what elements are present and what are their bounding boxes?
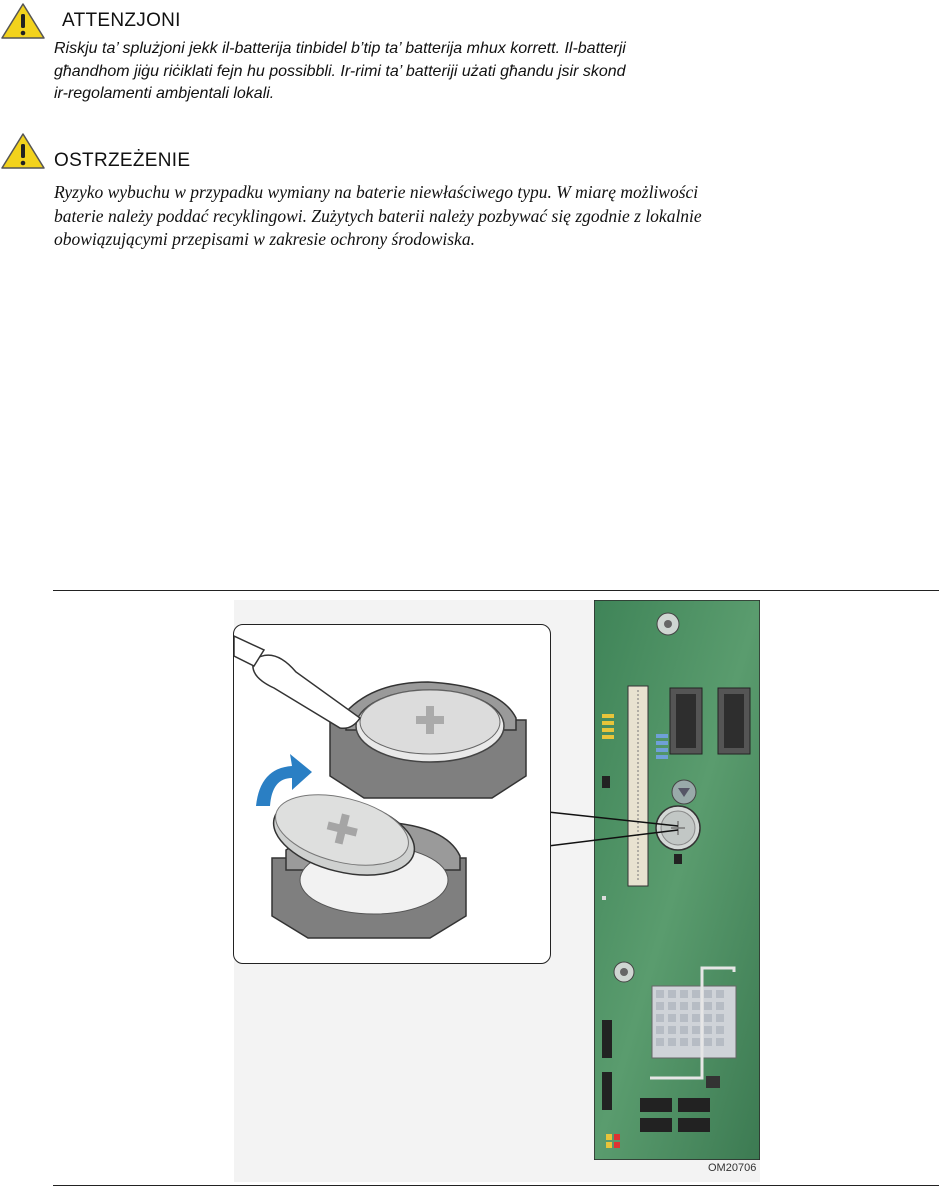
warning-text-polish	[54, 181, 914, 252]
warning-line: Ryzyko wybuchu w przypadku wymiany na baterie niewłaściwego typu. W miarę możliwości	[54, 182, 699, 202]
motherboard-illustration	[594, 600, 760, 1160]
callout-leader-lines	[548, 790, 688, 870]
warning-line: obowiązującymi przepisami w zakresie ochrony środowiska.	[54, 229, 475, 249]
warning-line: ir-regolamenti ambjentali lokali.	[54, 85, 275, 102]
warning-line: għandhom jiġu riċiklati fejn hu possibbli. Ir-rimi ta’ batteriji użati għandu jsir skond	[54, 62, 626, 80]
warning-triangle-icon	[0, 132, 46, 170]
figure-id-label: OM20706	[708, 1162, 757, 1174]
figure-top-rule	[53, 590, 939, 591]
warning-line: Riskju ta’ splużjoni jekk il-batterija tinbidel b’tip ta’ batterija mhux korrett. Il-batterji	[54, 40, 626, 57]
warning-triangle-icon	[0, 2, 46, 40]
warning-line: baterie należy poddać recyklingowi. Zużytych baterii należy pozbywać się zgodnie z lokalnie	[54, 205, 702, 226]
battery-removal-illustration	[234, 626, 548, 960]
warning-heading-maltese: ATTENZJONI	[62, 10, 181, 31]
warning-heading-polish: OSTRZEŻENIE	[54, 150, 191, 171]
figure-bottom-rule	[53, 1185, 939, 1186]
warning-text-maltese	[54, 38, 844, 106]
